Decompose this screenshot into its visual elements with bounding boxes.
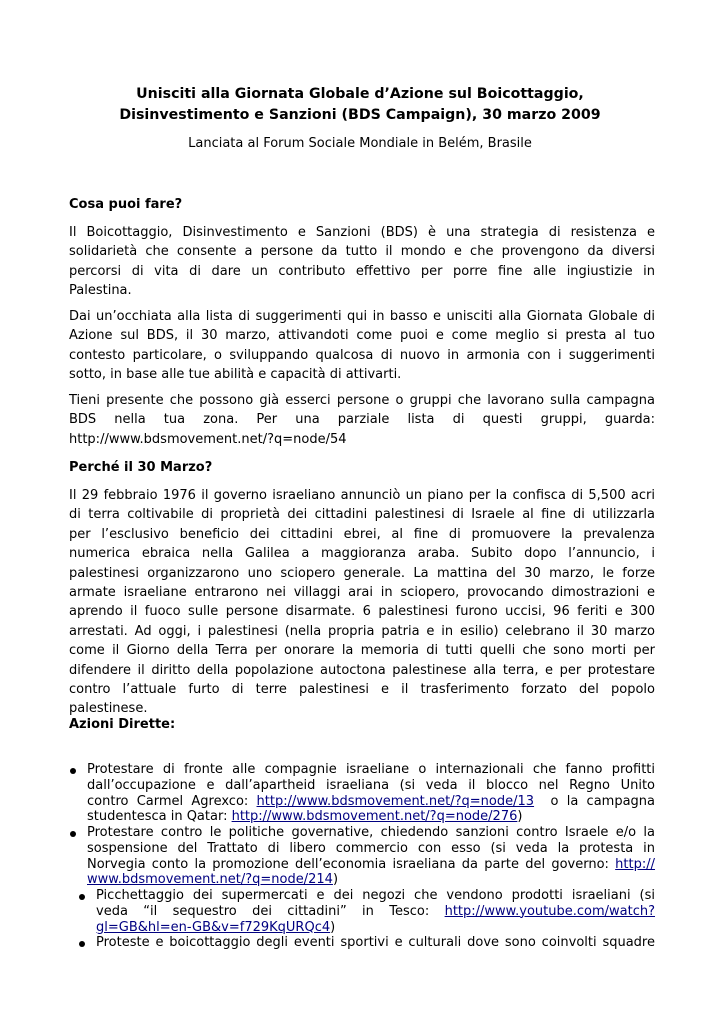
text-line: di terra coltivabile di proprietà dei cittadini palestinesi di Israele al fine di utilizzarla <box>69 507 655 523</box>
text-segment: studentesca in Qatar: <box>87 809 232 825</box>
document-title <box>60 84 660 126</box>
text-line <box>87 857 655 873</box>
text-line: difendere il diritto della popolazione autoctona palestinese alla terra, e per protestare <box>69 662 655 678</box>
text-line <box>87 794 655 810</box>
text-line <box>87 872 655 888</box>
heading-cosa-puoi-fare: Cosa puoi fare? <box>69 197 183 212</box>
text-segment: ) <box>332 872 339 888</box>
paragraph-bds-intro <box>69 223 655 301</box>
document-subtitle: Lanciata al Forum Sociale Mondiale in Belém, Brasile <box>188 136 532 151</box>
list-item-bullet-3 <box>96 888 655 935</box>
text-line: Il Boicottaggio, Disinvestimento e Sanzioni (BDS) è una strategia di resistenza e <box>69 225 655 240</box>
text-line: palestinesi organizzarono uno sciopero generale. La mattina del 30 marzo, le forze <box>69 565 655 581</box>
text-line: BDS nella tua zona. Per una parziale lista di questi gruppi, guarda: <box>69 412 655 428</box>
text-line: come il Giorno della Terra per onorare la memoria di tutti quelli che sono morti per <box>69 643 655 659</box>
title-line-2: Disinvestimento e Sanzioni (BDS Campaign), 30 marzo 2009 <box>119 107 601 123</box>
title-line-1: Unisciti alla Giornata Globale d’Azione sul Boicottaggio, <box>136 86 584 102</box>
text-line: aprendo il fuoco sulle persone disarmate. 6 palestinesi furono uccisi, 96 feriti e 300 <box>69 604 655 620</box>
list-item-bullet-1 <box>87 762 655 825</box>
text-line <box>87 809 655 825</box>
text-segment: Norvegia conto la promozione dell’economia israeliana da parte del governo: <box>87 856 616 872</box>
text-line: arrestati. Ad oggi, i palestinesi (nella propria patria e in esilio) celebrano il 30 marzo <box>69 623 655 639</box>
text-segment: ) <box>517 809 523 825</box>
text-line: Picchettaggio dei supermercati e dei negozi che vendono prodotti israeliani (si <box>96 888 655 903</box>
list-item-bullet-4 <box>96 935 655 951</box>
text-line: Proteste e boicottaggio degli eventi sportivi e culturali dove sono coinvolti squadre <box>96 935 655 950</box>
text-line: Tieni presente che possono già esserci persone o gruppi che lavorano sulla campagna <box>69 393 655 408</box>
text-line: Protestare di fronte alle compagnie israeliane o internazionali che fanno profitti <box>87 762 655 777</box>
text-line: Protestare contro le politiche governative, chiedendo sanzioni contro Israele e/o la <box>87 825 655 840</box>
text-line: Dai un’occhiata alla lista di suggerimenti qui in basso e unisciti alla Giornata Globale di <box>69 309 655 324</box>
text-segment: veda “il sequestro dei cittadini” in Tesco: <box>96 903 445 919</box>
link-node-214-part1[interactable]: http:// <box>615 856 655 872</box>
bullet-icon <box>79 941 85 947</box>
text-line: Azione sul BDS, il 30 marzo, attivandoti come puoi e come meglio si presta al tuo <box>69 328 655 344</box>
text-line <box>96 920 655 936</box>
heading-perche-30-marzo: Perché il 30 Marzo? <box>69 460 213 475</box>
text-line: solidarietà che consente a persone da tutto il mondo e che provengono da diversi <box>69 244 655 260</box>
list-item-bullet-2 <box>87 825 655 888</box>
text-line: contro l’attuale furto di terre palestinesi e il trasferimento forzato del popolo <box>69 682 655 698</box>
text-segment: contro Carmel Agrexco: <box>87 793 257 809</box>
paragraph-history <box>69 486 655 719</box>
text-line <box>96 904 655 920</box>
text-line: per l’esclusivo beneficio dei cittadini ebrei, al fine di promuovere la prevalenza <box>69 526 655 542</box>
text-segment: o la campagna <box>534 793 655 809</box>
heading-azioni-dirette: Azioni Dirette: <box>69 717 176 732</box>
text-line: sospensione del Trattato di libero commercio con esso (si veda la protesta in <box>87 840 655 856</box>
text-line: Il 29 febbraio 1976 il governo israeliano annunciò un piano per la confisca di 5,500 acri <box>69 488 655 503</box>
text-line: palestinese. <box>69 701 148 717</box>
text-line: sotto, in base alle tue abilità e capacità di attivarti. <box>69 367 402 383</box>
bullet-icon <box>70 831 76 837</box>
groups-url-text: http://www.bdsmovement.net/?q=node/54 <box>69 431 347 447</box>
bullet-icon <box>70 768 76 774</box>
text-segment: ) <box>330 919 336 935</box>
link-node-214-part2[interactable]: www.bdsmovement.net/?q=node/214 <box>87 872 333 888</box>
text-line: percorsi di vita di dare un contributo effettivo per porre fine alle ingiustizie in <box>69 263 655 279</box>
paragraph-suggestions <box>69 307 655 385</box>
text-line: numerica ebraica nella Galilea a maggioranza araba. Subito dopo l’annuncio, i <box>69 546 655 562</box>
bullet-icon <box>79 894 85 900</box>
link-youtube-part2[interactable]: gl=GB&hl=en-GB&v=f729KqURQc4 <box>96 919 331 935</box>
paragraph-groups <box>69 391 655 449</box>
text-line: contesto particolare, o sviluppando qualcosa di nuovo in armonia con i suggerimenti <box>69 347 655 363</box>
link-node-13[interactable]: http://www.bdsmovement.net/?q=node/13 <box>256 793 535 809</box>
text-line: armate israeliane entrarono nei villaggi arai in sciopero, provocando dimostrazioni e <box>69 585 655 601</box>
link-node-276[interactable]: http://www.bdsmovement.net/?q=node/276 <box>231 809 518 825</box>
text-line: Palestina. <box>69 283 132 299</box>
text-line: dall’occupazione e dall’apartheid israeliana (si veda il blocco nel Regno Unito <box>87 777 655 793</box>
link-youtube-part1[interactable]: http://www.youtube.com/watch? <box>444 903 655 919</box>
